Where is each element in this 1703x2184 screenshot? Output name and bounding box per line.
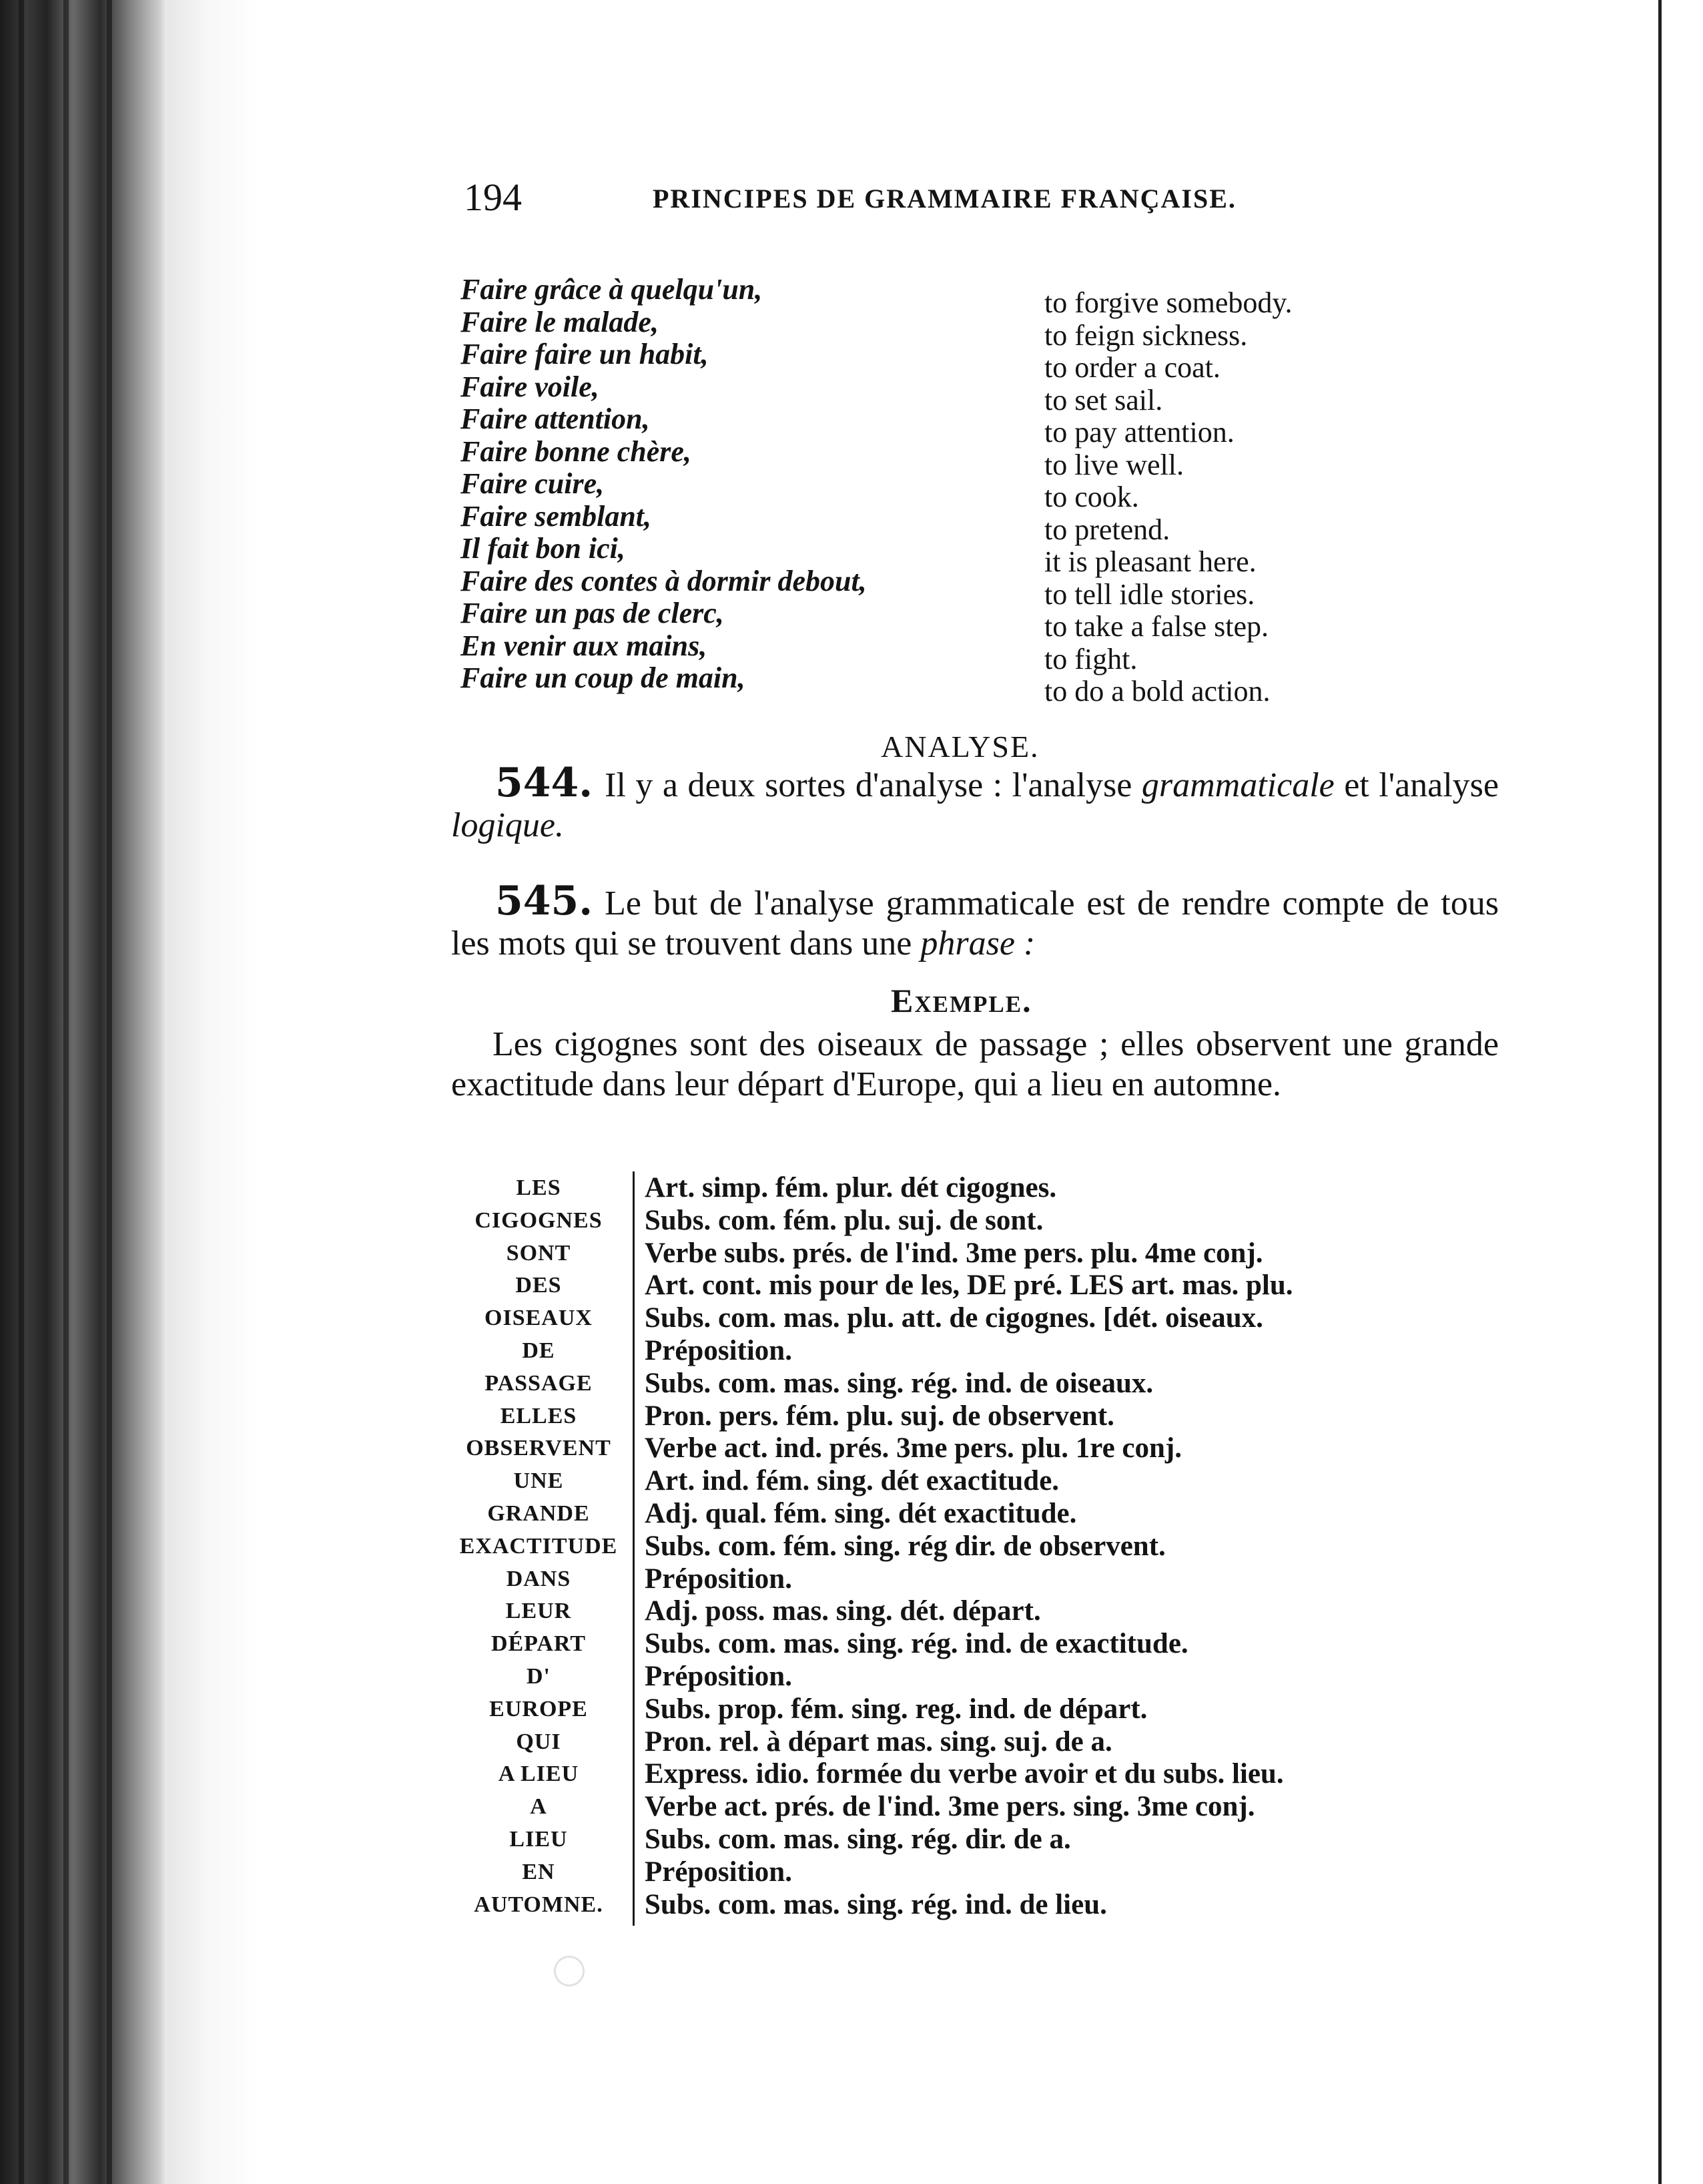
- analysis-description: Pron. rel. à départ mas. sing. suj. de a.: [645, 1725, 1112, 1757]
- analysis-description: Verbe subs. prés. de l'ind. 3me pers. plu. 4me conj.: [645, 1237, 1263, 1269]
- facing-page-edge: [1658, 0, 1703, 2184]
- analysis-description: Art. ind. fém. sing. dét exactitude.: [645, 1465, 1060, 1497]
- analysis-row: [451, 1595, 1492, 1627]
- idiom-english: to set sail.: [1044, 383, 1163, 417]
- paragraph-545: [451, 878, 1499, 964]
- analysis-description: Subs. com. mas. sing. rég. ind. de exactitude.: [645, 1628, 1188, 1660]
- analysis-word: OISEAUX: [484, 1306, 593, 1331]
- analysis-description: Subs. com. fém. sing. rég dir. de observent.: [645, 1530, 1166, 1562]
- idiom-french: Faire un pas de clerc,: [460, 597, 724, 629]
- analysis-description: Art. simp. fém. plur. dét cigognes.: [645, 1172, 1057, 1203]
- running-title: PRINCIPES DE GRAMMAIRE FRANÇAISE.: [653, 184, 1237, 214]
- idiom-french: Faire attention,: [460, 402, 650, 435]
- analysis-description: Subs. com. mas. sing. rég. dir. de a.: [645, 1823, 1071, 1855]
- paragraph-text: et l'analyse: [1334, 766, 1499, 804]
- analysis-word: PASSAGE: [484, 1370, 593, 1396]
- idiom-english: it is pleasant here.: [1044, 545, 1257, 578]
- analysis-row: [451, 1237, 1492, 1270]
- analysis-word: D': [527, 1663, 551, 1689]
- analysis-description: Art. cont. mis pour de les, DE pré. LES art. mas. plu.: [645, 1270, 1293, 1302]
- idiom-english: to feign sickness.: [1044, 318, 1248, 352]
- analysis-row: [451, 1334, 1492, 1367]
- idiom-row: [460, 661, 1388, 708]
- analysis-word: EXACTITUDE: [459, 1533, 618, 1559]
- section-title-exemple: Exemple.: [891, 982, 1032, 1019]
- analysis-row: [451, 1400, 1492, 1432]
- analysis-row: [451, 1269, 1492, 1302]
- spine-stripe: [19, 0, 24, 2184]
- analysis-word: LIEU: [509, 1826, 568, 1852]
- analysis-description: Subs. com. mas. sing. rég. ind. de oiseaux.: [645, 1367, 1154, 1399]
- section-title-analyse: ANALYSE.: [881, 730, 1040, 764]
- spine-stripe: [107, 0, 112, 2184]
- idiom-french: En venir aux mains,: [460, 629, 707, 662]
- idiom-row: [460, 402, 1388, 449]
- idiom-row: [460, 370, 1388, 417]
- idiom-english: to forgive somebody.: [1044, 286, 1293, 319]
- analysis-word: UNE: [513, 1468, 564, 1494]
- idiom-english: to pretend.: [1044, 513, 1170, 546]
- idiom-row: [460, 499, 1388, 546]
- analysis-word: DANS: [506, 1566, 571, 1591]
- analysis-word: DÉPART: [490, 1631, 587, 1657]
- idiom-french: Faire cuire,: [460, 467, 605, 500]
- analysis-description: Subs. prop. fém. sing. reg. ind. de départ.: [645, 1693, 1148, 1725]
- analysis-row: [451, 1757, 1492, 1790]
- analysis-row: [451, 1823, 1492, 1856]
- idiom-row: [460, 337, 1388, 384]
- analysis-description: Verbe act. prés. de l'ind. 3me pers. sing. 3me conj.: [645, 1791, 1255, 1823]
- page-header: [464, 175, 1345, 228]
- idiom-french: Faire grâce à quelqu'un,: [460, 273, 763, 306]
- analysis-row: [451, 1204, 1492, 1237]
- analysis-description: Verbe act. ind. prés. 3me pers. plu. 1re conj.: [645, 1432, 1182, 1464]
- analysis-word: LES: [516, 1175, 561, 1200]
- idiom-english: to do a bold action.: [1044, 675, 1271, 708]
- page-number: 194: [464, 176, 522, 219]
- analysis-description: Adj. qual. fém. sing. dét exactitude.: [645, 1497, 1077, 1529]
- analysis-row: [451, 1888, 1492, 1921]
- spine-stripe: [63, 0, 69, 2184]
- idiom-french: Il fait bon ici,: [460, 532, 625, 565]
- analysis-word: ELLES: [500, 1403, 577, 1428]
- idiom-row: [460, 564, 1388, 611]
- analysis-row: [451, 1171, 1492, 1204]
- analysis-word: SONT: [506, 1240, 571, 1266]
- paragraph-italic: phrase :: [920, 924, 1036, 963]
- paragraph-text: Il y a deux sortes d'analyse : l'analyse: [605, 766, 1142, 804]
- idiom-row: [460, 435, 1388, 481]
- idiom-english: to fight.: [1044, 642, 1138, 675]
- idiom-row: [460, 305, 1388, 352]
- idiom-english: to tell idle stories.: [1044, 577, 1255, 611]
- paragraph-number: 544.: [495, 760, 593, 806]
- analysis-description: Subs. com. fém. plu. suj. de sont.: [645, 1204, 1044, 1236]
- idiom-french: Faire des contes à dormir debout,: [460, 564, 867, 597]
- idiom-english: to cook.: [1044, 481, 1139, 513]
- idiom-french: Faire faire un habit,: [460, 338, 709, 370]
- analysis-row: [451, 1627, 1492, 1660]
- idiom-row: [460, 531, 1388, 578]
- idiom-list: [460, 272, 1388, 708]
- paragraph-italic: grammaticale: [1141, 766, 1335, 804]
- analysis-description: Subs. com. mas. sing. rég. ind. de lieu.: [645, 1888, 1107, 1920]
- paragraph-text: Le but de l'analyse grammaticale est de rendre compte de tous les mots qui se trouvent dans une: [451, 884, 1499, 963]
- analysis-word: EUROPE: [489, 1696, 588, 1721]
- analysis-row: [451, 1693, 1492, 1725]
- idiom-english: to pay attention.: [1044, 416, 1235, 449]
- idiom-english: to take a false step.: [1044, 610, 1269, 643]
- analysis-word: CIGOGNES: [474, 1207, 603, 1233]
- idiom-row: [460, 272, 1388, 319]
- analysis-description: Subs. com. mas. plu. att. de cigognes. [dét. oiseaux.: [645, 1302, 1263, 1334]
- paragraph-544: [451, 760, 1499, 846]
- analysis-word: GRANDE: [487, 1500, 590, 1526]
- analysis-description: Préposition.: [645, 1856, 792, 1888]
- analysis-word: DES: [515, 1273, 562, 1298]
- idiom-french: Faire bonne chère,: [460, 435, 691, 468]
- analysis-description: Express. idio. formée du verbe avoir et du subs. lieu.: [645, 1758, 1284, 1790]
- idiom-row: [460, 467, 1388, 513]
- analysis-row: [451, 1563, 1492, 1595]
- idiom-french: Faire voile,: [460, 370, 599, 403]
- analysis-description: Préposition.: [645, 1563, 792, 1595]
- book-spine: [0, 0, 167, 2184]
- analysis-word: OBSERVENT: [466, 1436, 611, 1461]
- analysis-word: A: [530, 1794, 547, 1820]
- analysis-row: [451, 1660, 1492, 1693]
- analysis-description: Préposition.: [645, 1334, 792, 1366]
- analysis-word: A LIEU: [498, 1761, 579, 1787]
- analysis-word: DE: [522, 1338, 555, 1363]
- idiom-french: Faire semblant,: [460, 499, 652, 533]
- analysis-row: [451, 1367, 1492, 1400]
- idiom-english: to live well.: [1044, 448, 1184, 481]
- analysis-row: [451, 1856, 1492, 1888]
- paragraph-number: 545.: [495, 878, 593, 924]
- paragraph-italic: logique.: [451, 806, 564, 844]
- idiom-row: [460, 629, 1388, 675]
- analysis-word: LEUR: [505, 1599, 572, 1624]
- analysis-description: Pron. pers. fém. plu. suj. de observent.: [645, 1400, 1114, 1432]
- analysis-row: [451, 1302, 1492, 1334]
- example-sentence: Les cigognes sont des oiseaux de passage ; elles observent une grande exactitude dans leur départ d'Europe, qui a lieu en automne.: [451, 1025, 1499, 1103]
- analysis-row: [451, 1464, 1492, 1497]
- analysis-row: [451, 1432, 1492, 1464]
- analysis-row: [451, 1725, 1492, 1758]
- analysis-table: [451, 1171, 1492, 1920]
- analysis-row: [451, 1530, 1492, 1563]
- idiom-row: [460, 596, 1388, 643]
- analysis-description: Préposition.: [645, 1660, 792, 1692]
- analysis-description: Adj. poss. mas. sing. dét. départ.: [645, 1595, 1041, 1627]
- analysis-row: [451, 1497, 1492, 1530]
- analysis-word: AUTOMNE.: [474, 1892, 603, 1917]
- analysis-row: [451, 1790, 1492, 1823]
- idiom-english: to order a coat.: [1044, 351, 1221, 384]
- idiom-french: Faire le malade,: [460, 305, 659, 338]
- analysis-word: EN: [522, 1859, 555, 1884]
- analysis-word: QUI: [516, 1729, 561, 1754]
- idiom-french: Faire un coup de main,: [460, 661, 745, 694]
- page-stain: [554, 1956, 585, 1986]
